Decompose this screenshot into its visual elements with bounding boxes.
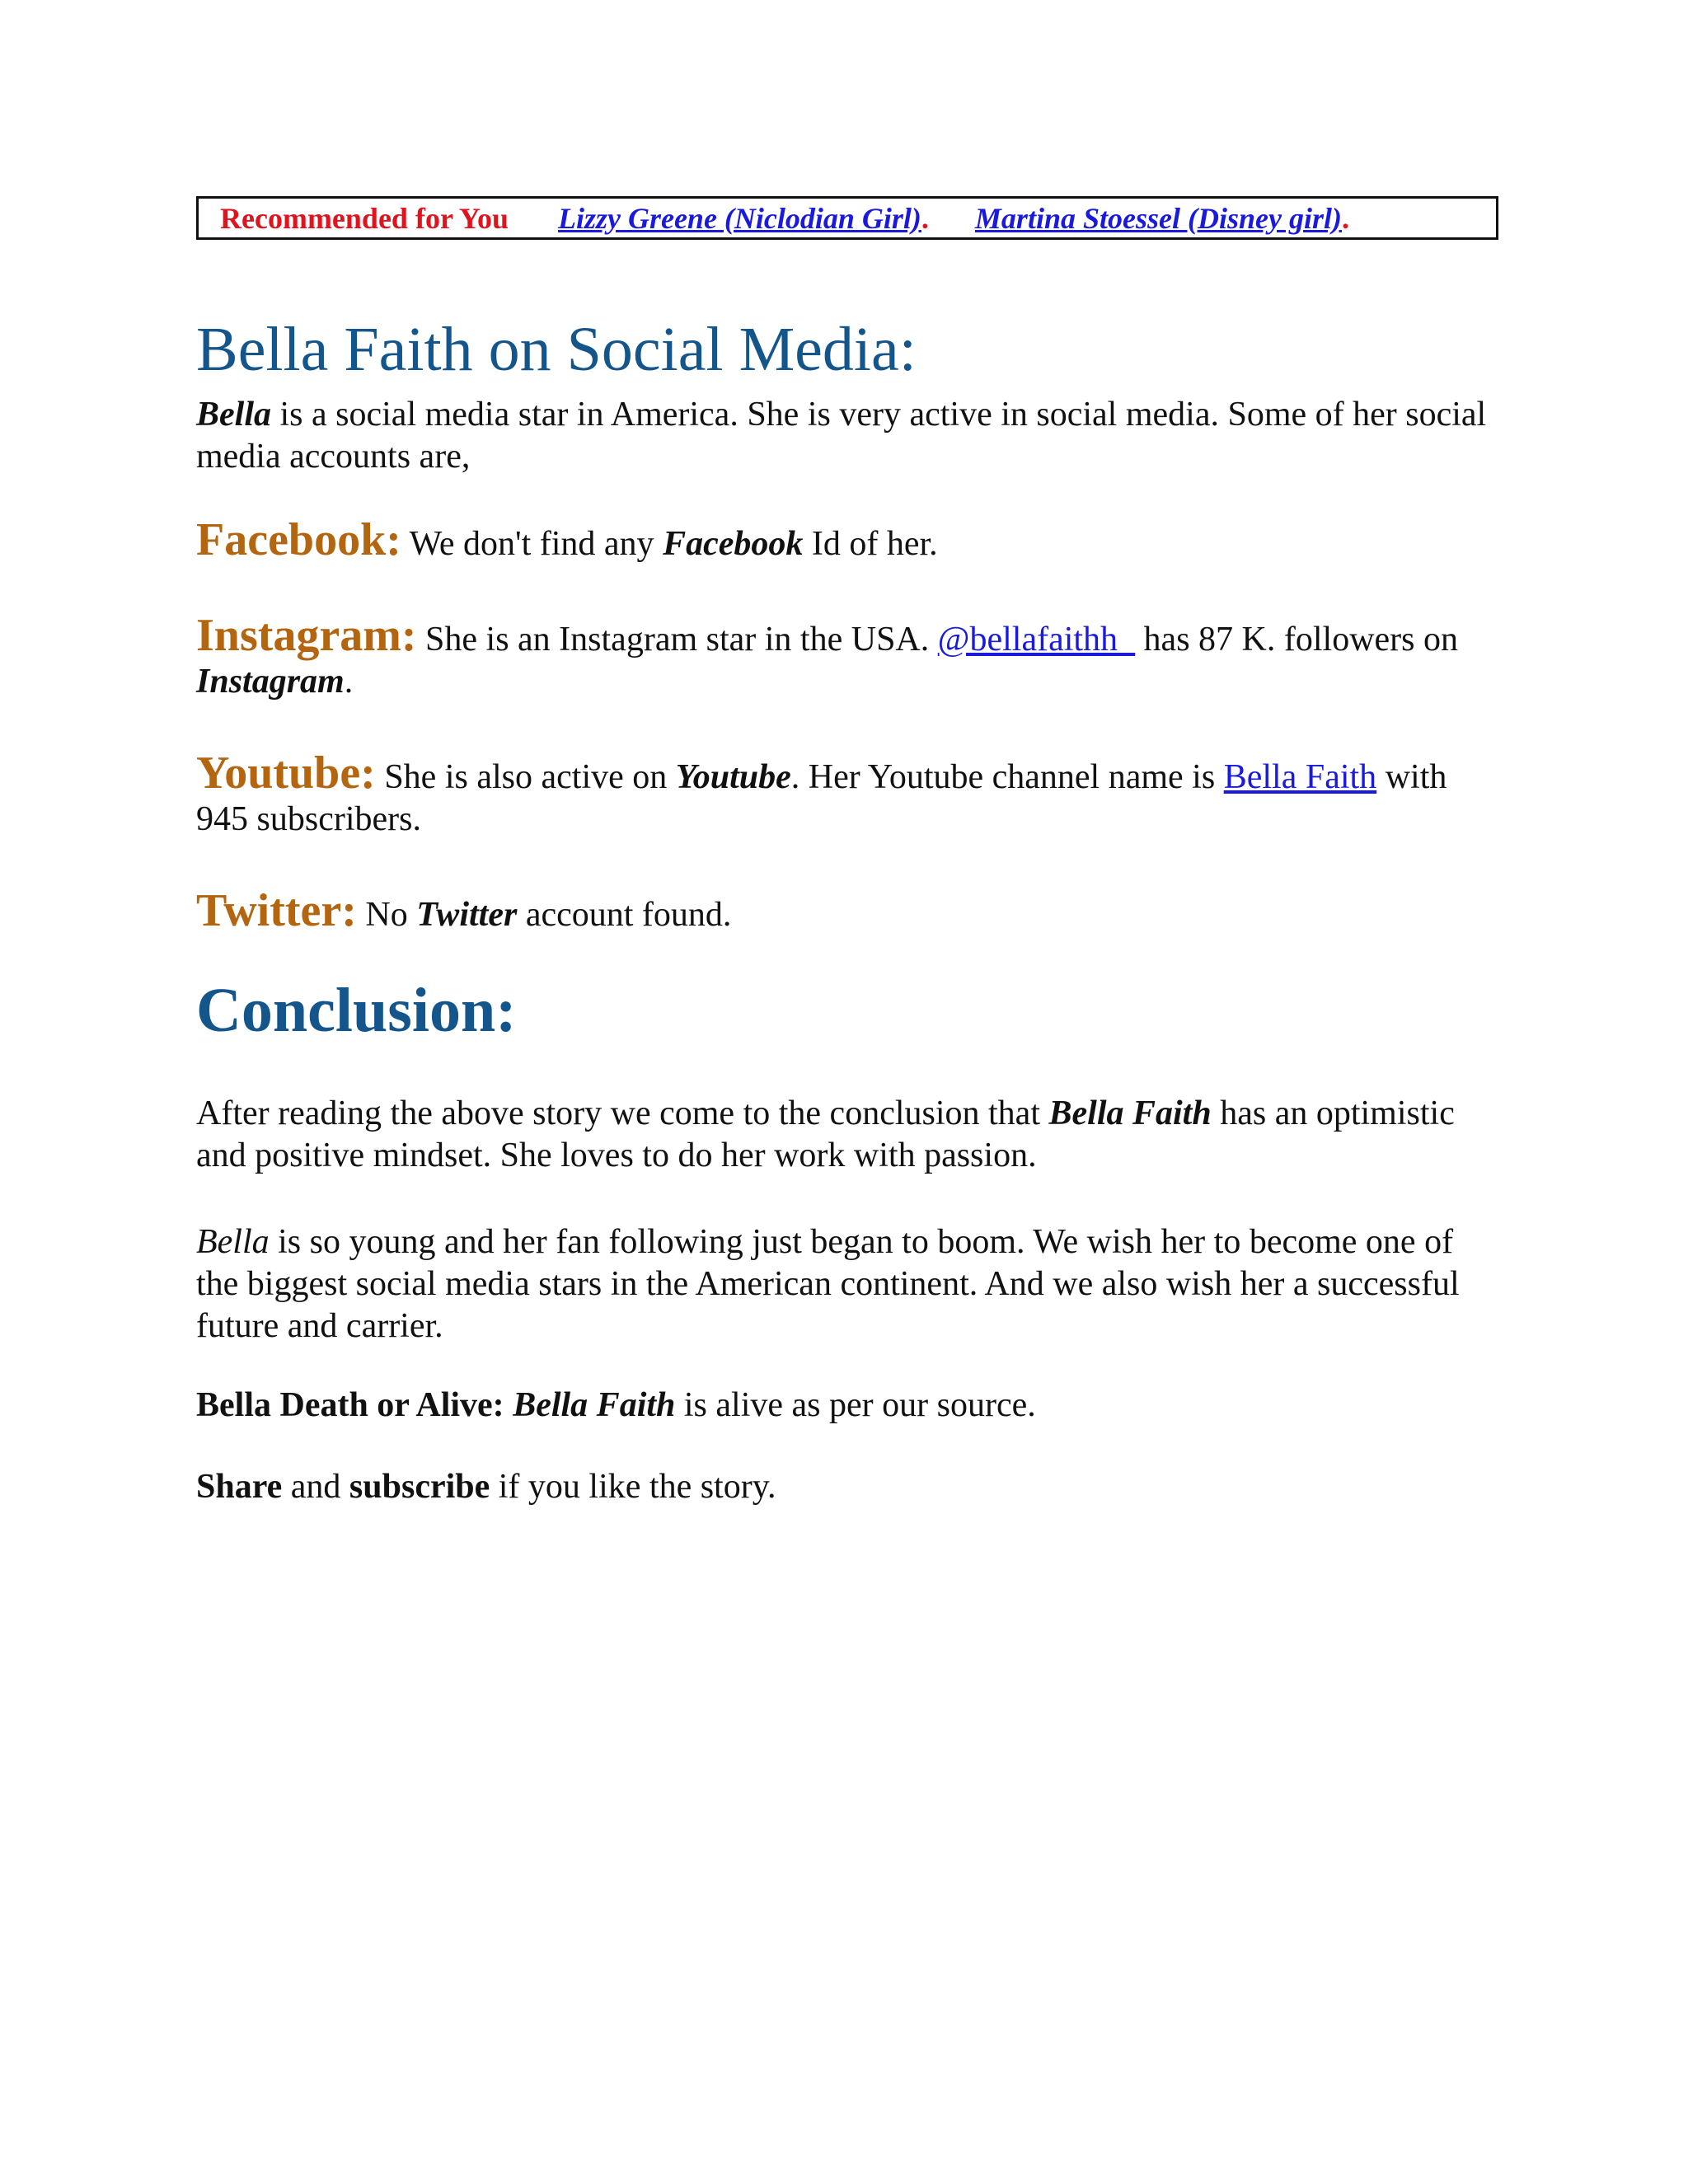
youtube-paragraph bbox=[196, 748, 1498, 841]
conclusion-p3-bold: Bella Faith bbox=[513, 1386, 676, 1424]
intro-name: Bella bbox=[196, 396, 271, 434]
youtube-channel-link[interactable]: Bella Faith bbox=[1223, 758, 1377, 796]
twitter-paragraph bbox=[196, 885, 1498, 936]
conclusion-p4-text-2: if you like the story. bbox=[490, 1468, 776, 1506]
facebook-paragraph bbox=[196, 514, 1498, 565]
conclusion-p1-bold: Bella Faith bbox=[1048, 1094, 1212, 1132]
share-bold: Share bbox=[196, 1468, 283, 1506]
twitter-text-1: No bbox=[356, 896, 417, 934]
facebook-bold: Facebook bbox=[663, 525, 804, 563]
youtube-text-1: She is also active on bbox=[375, 758, 676, 796]
section-title-social-media: Bella Faith on Social Media: bbox=[196, 315, 917, 384]
twitter-heading: Twitter: bbox=[196, 885, 357, 936]
conclusion-p1-text-1: After reading the above story we come to the conclusion that bbox=[196, 1094, 1049, 1132]
death-or-alive-label: Bella Death or Alive: bbox=[196, 1386, 504, 1424]
youtube-text-3: with 945 subscribers. bbox=[196, 758, 1447, 838]
instagram-text-1: She is an Instagram star in the USA. bbox=[416, 621, 938, 658]
subscribe-bold: subscribe bbox=[349, 1468, 490, 1506]
instagram-text-2: has 87 K. followers on bbox=[1135, 621, 1458, 658]
twitter-bold: Twitter bbox=[416, 896, 518, 934]
conclusion-p3-text: is alive as per our source. bbox=[675, 1386, 1036, 1424]
intro-text: is a social media star in America. She is very active in social media. Some of her social media accounts are, bbox=[196, 396, 1487, 476]
youtube-bold: Youtube bbox=[675, 758, 791, 796]
recommended-link-dot: . bbox=[921, 201, 929, 235]
facebook-text-1: We don't find any bbox=[401, 525, 663, 563]
conclusion-paragraph-3 bbox=[196, 1385, 1498, 1427]
instagram-paragraph bbox=[196, 610, 1498, 703]
recommended-link-martina-stoessel[interactable]: Martina Stoessel (Disney girl) bbox=[974, 201, 1342, 235]
conclusion-p4-text-1: and bbox=[282, 1468, 349, 1506]
youtube-text-2: . Her Youtube channel name is bbox=[790, 758, 1224, 796]
conclusion-p2-text: is so young and her fan following just began to boom. We wish her to become one of the biggest social media stars in the American continent. And we also wish her a successful future and carrier. bbox=[196, 1223, 1460, 1345]
recommended-link-lizzy-greene[interactable]: Lizzy Greene (Niclodian Girl) bbox=[557, 201, 921, 235]
conclusion-p1-text-2: has an optimistic and positive mindset. She loves to do her work with passion. bbox=[196, 1094, 1455, 1174]
recommended-link-dot: . bbox=[1341, 201, 1349, 235]
intro-paragraph bbox=[196, 394, 1498, 478]
section-title-conclusion: Conclusion: bbox=[196, 976, 517, 1045]
twitter-text-2: account found. bbox=[517, 896, 732, 934]
conclusion-paragraph-2 bbox=[196, 1221, 1498, 1347]
facebook-text-2: Id of her. bbox=[803, 525, 938, 563]
recommended-box bbox=[196, 196, 1498, 240]
conclusion-paragraph-1 bbox=[196, 1093, 1498, 1177]
instagram-heading: Instagram: bbox=[196, 610, 417, 661]
instagram-text-3: . bbox=[344, 663, 354, 701]
youtube-heading: Youtube: bbox=[196, 748, 376, 799]
instagram-handle-link[interactable]: @bellafaithh_ bbox=[937, 621, 1136, 658]
conclusion-paragraph-4 bbox=[196, 1466, 1498, 1508]
article-page bbox=[196, 196, 1498, 1506]
instagram-bold: Instagram bbox=[196, 663, 345, 701]
conclusion-p2-italic: Bella bbox=[196, 1223, 270, 1261]
facebook-heading: Facebook: bbox=[196, 514, 401, 565]
recommended-label: Recommended for You bbox=[220, 201, 509, 235]
